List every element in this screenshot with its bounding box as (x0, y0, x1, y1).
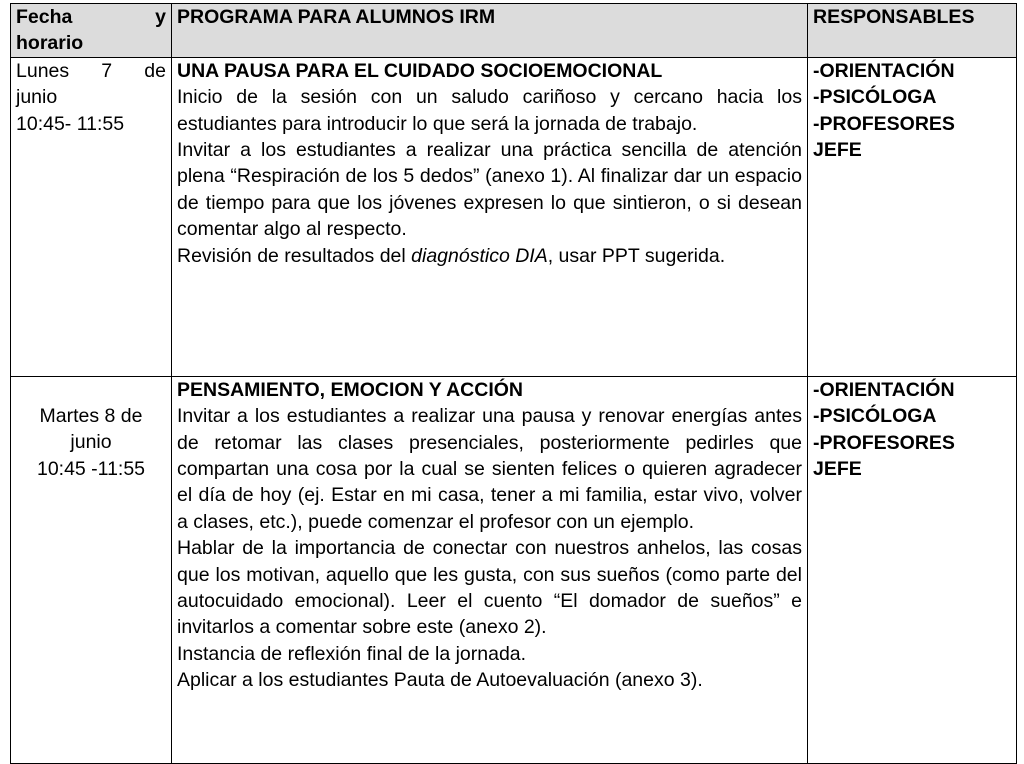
paragraph: Invitar a los estudiantes a realizar una pausa y renovar energías antes de retomar las clases presenciales, posteriormente pedirles que compartan una cosa por la cual se sienten felices o quieren agradecer el día de hoy (ej. Estar en mi casa, tener a mi familia, estar vivo, volver a clases, etc.), puede comenzar el profesor con un ejemplo. (177, 405, 802, 533)
time-range: 10:45 -11:55 (36, 457, 146, 480)
header-horario: horario (16, 32, 84, 55)
date-cell (11, 57, 172, 376)
header-program: PROGRAMA PARA ALUMNOS IRM (172, 4, 808, 58)
responsable-item: JEFE (813, 458, 862, 481)
paragraph-text: , usar PPT sugerida. (547, 244, 726, 267)
date-month: junio (70, 431, 112, 454)
header-fecha-word1: Fecha (16, 6, 73, 28)
responsable-item: -ORIENTACIÓN (813, 378, 955, 401)
session-title: PENSAMIENTO, EMOCION Y ACCIÓN (177, 378, 523, 401)
date-line: Martes 8 de (39, 404, 143, 427)
program-table (10, 3, 1017, 764)
paragraph: Invitar a los estudiantes a realizar una práctica sencilla de atención plena “Respiración de los 5 dedos” (anexo 1). Al finalizar dar un espacio de tiempo para que los jóvenes expresen lo que sintieron, o si desean comentar algo al respecto. (177, 139, 802, 241)
paragraph-emphasis: diagnóstico DIA (411, 244, 548, 267)
responsables-cell (808, 57, 1017, 376)
header-fecha (11, 4, 172, 58)
header-responsables: RESPONSABLES (808, 4, 1017, 58)
responsable-item: JEFE (813, 139, 862, 162)
date-word: Lunes (16, 59, 70, 82)
program-cell (172, 57, 808, 376)
responsable-item: -PSICÓLOGA (813, 86, 937, 109)
responsable-item: -PROFESORES (813, 431, 955, 454)
date-month: junio (16, 86, 58, 109)
header-row (11, 4, 1017, 58)
responsable-item: -PROFESORES (813, 112, 955, 135)
date-word: de (144, 59, 166, 82)
paragraph-text: Revisión de resultados del (177, 244, 412, 267)
time-range: 10:45- 11:55 (16, 112, 125, 135)
date-word: 7 (101, 59, 113, 82)
responsable-item: -ORIENTACIÓN (813, 59, 955, 82)
date-cell (11, 376, 172, 763)
paragraph: Instancia de reflexión final de la jornada. (177, 642, 527, 665)
paragraph: Aplicar a los estudiantes Pauta de Autoevaluación (anexo 3). (177, 669, 703, 692)
responsables-cell (808, 376, 1017, 763)
session-title: UNA PAUSA PARA EL CUIDADO SOCIOEMOCIONAL (177, 59, 663, 82)
paragraph (177, 243, 802, 269)
header-fecha-word2: y (155, 6, 166, 28)
paragraph: Hablar de la importancia de conectar con nuestros anhelos, las cosas que los motivan, aquello que les gusta, con sus sueños (como parte del autocuidado emocional). Leer el cuento “El domador de sueños” e invitarlos a comentar sobre este (anexo 2). (177, 537, 802, 639)
responsable-item: -PSICÓLOGA (813, 405, 937, 428)
table-row (11, 57, 1017, 376)
paragraph: Inicio de la sesión con un saludo cariñoso y cercano hacia los estudiantes para introducir lo que será la jornada de trabajo. (177, 86, 802, 135)
table-row (11, 376, 1017, 763)
program-cell (172, 376, 808, 763)
